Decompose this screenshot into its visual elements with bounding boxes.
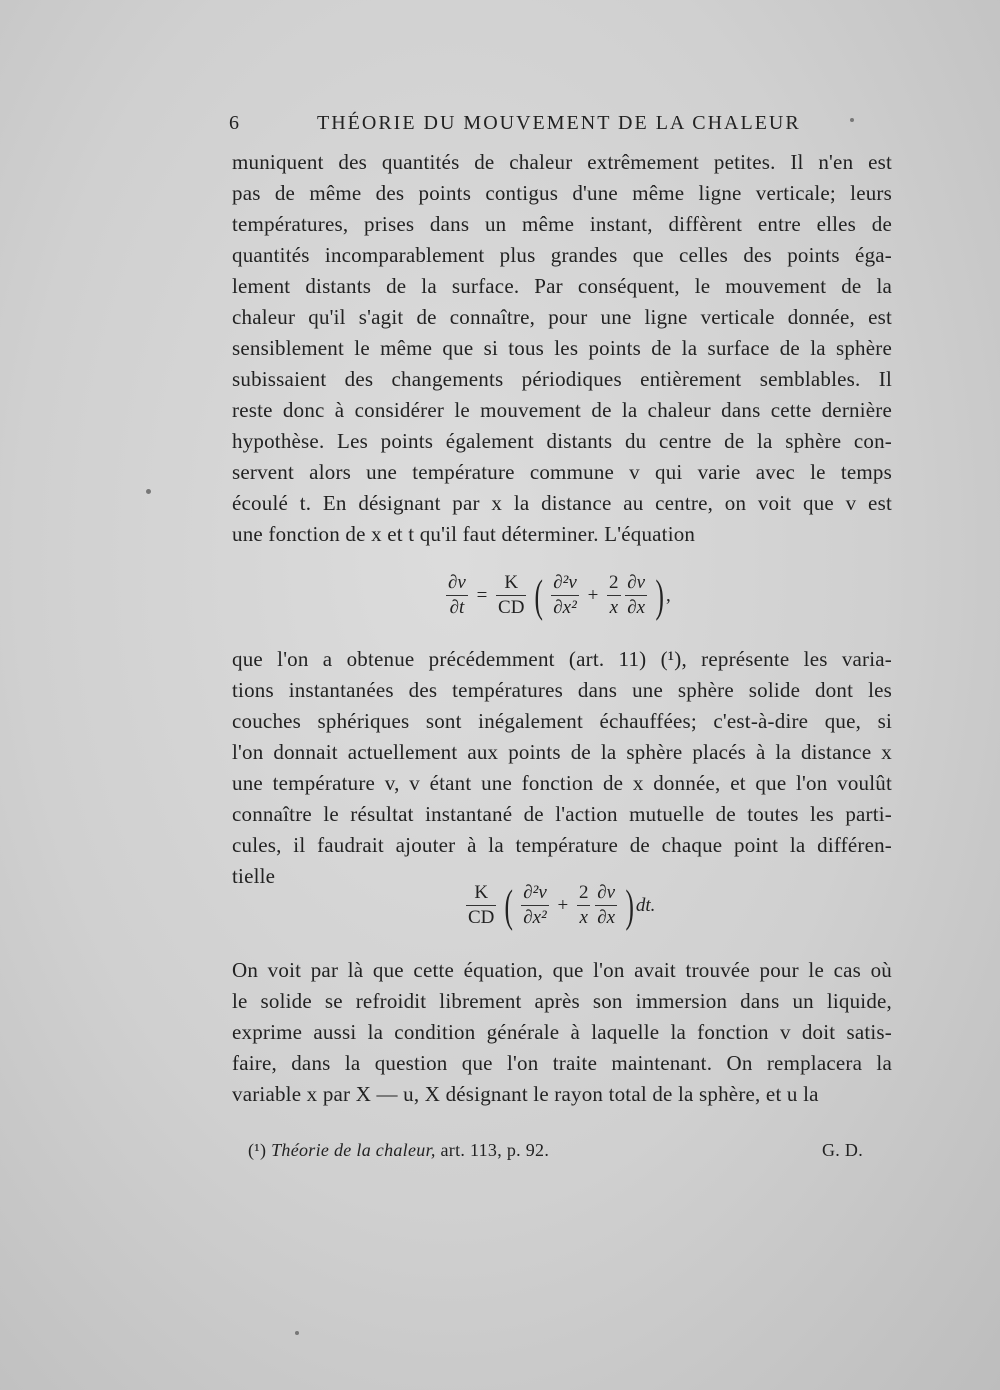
text-line: tions instantanées des températures dans une sphère solide dont les <box>232 678 892 702</box>
text-line: reste donc à considérer le mouvement de la chaleur dans cette dernière <box>232 398 892 422</box>
fraction-d2v-dx2 <box>551 572 579 619</box>
equation-2 <box>466 879 659 931</box>
text-line: variable x par X — u, X désignant le rayon total de la sphère, et u la <box>232 1082 819 1106</box>
footnote-text <box>248 1140 549 1161</box>
text-line: températures, prises dans un même instant, diffèrent entre elles de <box>232 212 892 236</box>
fraction-denominator: x <box>579 907 588 928</box>
paragraph-3 <box>232 955 892 1110</box>
ink-speck <box>850 118 854 122</box>
text-line: pas de même des points contigus d'une même ligne verticale; leurs <box>232 181 892 205</box>
text-line: quantités incomparablement plus grandes que celles des points éga- <box>232 243 892 267</box>
text-line: sensiblement le même que si tous les points de la surface de la sphère <box>232 336 892 360</box>
fraction-denominator: CD <box>498 597 525 618</box>
fraction-dv-dx <box>625 572 647 619</box>
plus-sign: + <box>557 894 569 916</box>
text-line: hypothèse. Les points également distants du centre de la sphère con- <box>232 429 892 453</box>
text-line: que l'on a obtenue précédemment (art. 11) (¹), représente les varia- <box>232 647 892 671</box>
fraction-numerator: 2 <box>607 572 621 596</box>
fraction-dv-dx <box>595 882 617 929</box>
paragraph-1 <box>232 147 892 550</box>
fraction-numerator: ∂²v <box>521 882 549 906</box>
text-line: une température v, v étant une fonction de x donnée, et que l'on voulût <box>232 771 892 795</box>
text-line: subissaient des changements périodiques entièrement semblables. Il <box>232 367 892 391</box>
close-paren: ) <box>625 879 634 931</box>
fraction-k-cd <box>496 572 526 619</box>
fraction-denominator: ∂t <box>449 597 465 618</box>
fraction-denominator: ∂x <box>597 907 616 928</box>
footnote-marker: (¹) <box>248 1140 267 1160</box>
trailing-punctuation: , <box>665 584 671 606</box>
fraction-denominator: ∂x <box>627 597 646 618</box>
text-line: cules, il faudrait ajouter à la température de chaque point la différen- <box>232 833 892 857</box>
trailing-dt: dt. <box>635 894 656 916</box>
fraction-k-cd <box>466 882 496 929</box>
text-line: On voit par là que cette équation, que l'on avait trouvée pour le cas où <box>232 958 892 982</box>
page-number: 6 <box>229 112 241 134</box>
footnote-reference: art. 113, p. 92. <box>440 1140 550 1160</box>
text-line: servent alors une température commune v qui varie avec le temps <box>232 460 892 484</box>
footnote-work-title: Théorie de la chaleur, <box>271 1140 436 1160</box>
fraction-numerator: ∂v <box>595 882 617 906</box>
fraction-numerator: K <box>466 882 496 906</box>
fraction-2-x <box>607 572 621 619</box>
running-title: THÉORIE DU MOUVEMENT DE LA CHALEUR <box>317 112 801 134</box>
fraction-2-x <box>577 882 591 929</box>
open-paren: ( <box>504 879 514 931</box>
equation-1 <box>446 569 675 621</box>
fraction-denominator: ∂x² <box>553 597 577 618</box>
equals-sign: = <box>476 584 488 606</box>
fraction-numerator: ∂²v <box>551 572 579 596</box>
text-line: l'on donnait actuellement aux points de la sphère placés à la distance x <box>232 740 892 764</box>
fraction-numerator: 2 <box>577 882 591 906</box>
footnote-initials: G. D. <box>822 1140 863 1160</box>
ink-speck <box>295 1331 299 1335</box>
fraction-numerator: K <box>496 572 526 596</box>
text-line: couches sphériques sont inégalement échauffées; c'est-à-dire que, si <box>232 709 892 733</box>
fraction-dv-dt <box>446 572 468 619</box>
text-line: connaître le résultat instantané de l'action mutuelle de toutes les parti- <box>232 802 892 826</box>
running-header <box>229 112 809 140</box>
fraction-numerator: ∂v <box>625 572 647 596</box>
open-paren: ( <box>534 569 544 621</box>
text-line: faire, dans la question que l'on traite maintenant. On remplacera la <box>232 1051 892 1075</box>
text-line: le solide se refroidit librement après son immersion dans un liquide, <box>232 989 892 1013</box>
text-line: tielle <box>232 864 276 888</box>
text-line: écoulé t. En désignant par x la distance au centre, on voit que v est <box>232 491 892 515</box>
fraction-d2v-dx2 <box>521 882 549 929</box>
plus-sign: + <box>587 584 599 606</box>
text-line: exprime aussi la condition générale à laquelle la fonction v doit satis- <box>232 1020 892 1044</box>
fraction-denominator: CD <box>468 907 495 928</box>
fraction-denominator: ∂x² <box>523 907 547 928</box>
paragraph-2 <box>232 644 892 892</box>
ink-speck <box>146 489 151 494</box>
text-line: muniquent des quantités de chaleur extrêmement petites. Il n'en est <box>232 150 892 174</box>
fraction-denominator: x <box>609 597 618 618</box>
text-line: chaleur qu'il s'agit de connaître, pour une ligne verticale donnée, est <box>232 305 892 329</box>
text-line: lement distants de la surface. Par conséquent, le mouvement de la <box>232 274 892 298</box>
fraction-numerator: ∂v <box>446 572 468 596</box>
text-line: une fonction de x et t qu'il faut déterminer. L'équation <box>232 522 696 546</box>
close-paren: ) <box>655 569 664 621</box>
